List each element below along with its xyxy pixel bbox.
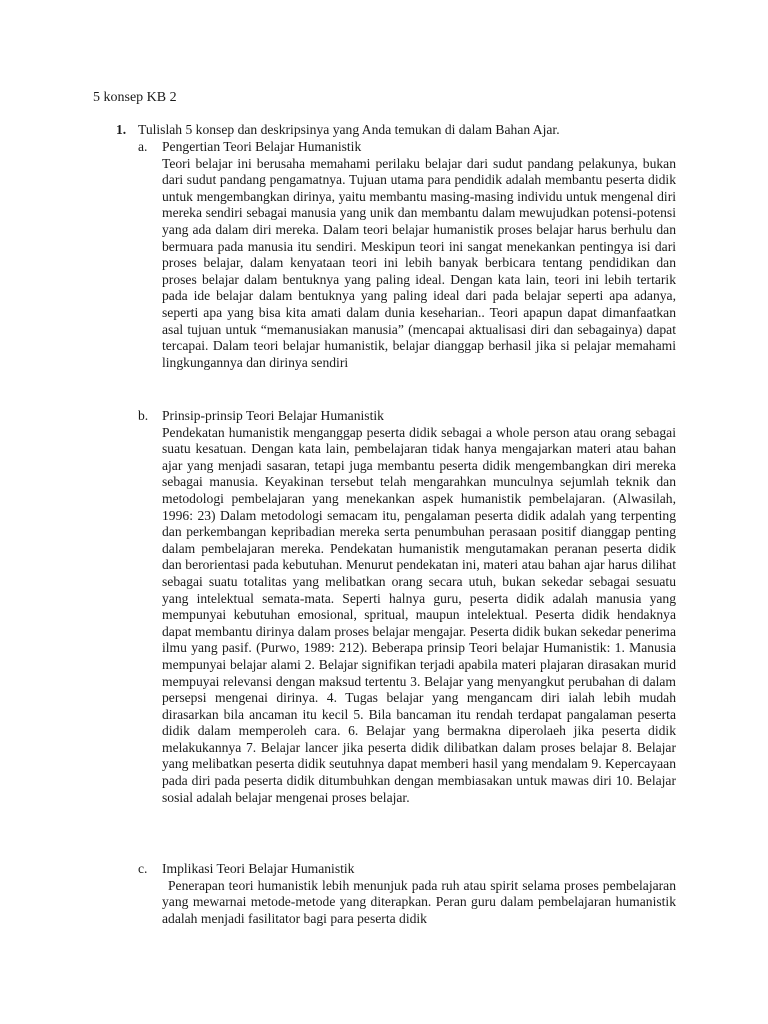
section-heading: Pengertian Teori Belajar Humanistik <box>162 139 362 154</box>
section-letter: b. <box>138 408 149 423</box>
section-body: Pendekatan humanistik menganggap peserta didik sebagai a whole person atau orang sebagai suatu kesatuan. Dengan kata lain, pembelajaran tidak hanya mengajarkan materi atau bahan ajar yang menjadi sasaran, tetapi juga membantu peserta didik mengembangkan diri mereka sebagai manusia. Keyakinan tersebut telah mengarahkan munculnya sejumlah teknik dan metodologi pembelajaran yang menekankan aspek humanistik pembelajaran. (Alwasilah, 1996: 23) Dalam metodologi semacam itu, pengalaman peserta didik adalah yang terpenting dan perkembangan kepribadian mereka serta penumbuhan perasaan positif dianggap penting dalam pembelajaran mereka. Pendekatan humanistik mengutamakan peranan peserta didik dan berorientasi pada kebutuhan. Menurut pendekatan ini, materi atau bahan ajar harus dilihat sebagai suatu totalitas yang melibatkan orang secara utuh, bukan sekedar sebagai sesuatu yang intelektual semata-mata. Seperti halnya guru, peserta didik adalah manusia yang mempunyai kebutuhan emosional, spritual, maupun intelektual. Peserta didik hendaknya dapat membantu dirinya dalam proses belajar mengajar. Peserta didik bukan sekedar penerima ilmu yang pasif. (Purwo, 1989: 212). Beberapa prinsip Teori belajar Humanistik: 1. Manusia mempunyai belajar alami 2. Belajar signifikan terjadi apabila materi plajaran dirasakan murid mempuyai relevansi dengan maksud tertentu 3. Belajar yang menyangkut perubahan di dalam persepsi mengenai dirinya. 4. Tugas belajar yang mengancam diri ialah lebih mudah dirasarkan bila ancaman itu kecil 5. Bila bancaman itu rendah terdapat pangalaman peserta didik dalam memperoleh cara. 6. Belajar yang bermakna diperolaeh jika peserta didik melakukannya 7. Belajar lancer jika peserta didik dilibatkan dalam proses belajar 8. Belajar yang melibatkan peserta didik seutuhnya dapat memberi hasil yang mendalam 9. Kepercayaan pada diri pada peserta didik ditumbuhkan dengan membiasakan untuk mawas diri 10. Belajar sosial adalah belajar mengenai proses belajar. <box>162 424 676 805</box>
item-number: 1. <box>116 122 127 137</box>
section-heading: Prinsip-prinsip Teori Belajar Humanistik <box>162 408 384 423</box>
section-body: Penerapan teori humanistik lebih menunjuk pada ruh atau spirit selama proses pembelajaran yang mewarnai metode-metode yang diterapkan. Peran guru dalam pembelajaran humanistik adalah menjadi fasilitator bagi para peserta didik <box>162 877 676 926</box>
item-instruction: Tulislah 5 konsep dan deskripsinya yang Anda temukan di dalam Bahan Ajar. <box>138 122 560 137</box>
document-title: 5 konsep KB 2 <box>93 90 177 105</box>
section-letter: a. <box>138 139 148 154</box>
section-letter: c. <box>138 861 148 876</box>
section-body: Teori belajar ini berusaha memahami perilaku belajar dari sudut pandang pelakunya, bukan dari sudut pandang pengamatnya. Tujuan utama para pendidik adalah membantu peserta didik untuk mengembangkan dirinya, yaitu membantu masing-masing individu untuk mengenal diri mereka sendiri sebagai manusia yang unik dan membantu dalam mewujudkan potensi-potensi yang ada dalam diri mereka. Dalam teori belajar humanistik proses belajar harus berhulu dan bermuara pada manusia itu sendiri. Meskipun teori ini sangat menekankan pentingya isi dari proses belajar, dalam kenyataan teori ini lebih banyak berbicara tentang pendidikan dan proses belajar dalam bentuknya yang paling ideal. Dengan kata lain, teori ini lebih tertarik pada ide belajar dalam bentuknya yang paling ideal dari pada belajar seperti apa adanya, seperti apa yang bisa kita amati dalam dunia keseharian.. Teori apapun dapat dimanfaatkan asal tujuan untuk “memanusiakan manusia” (mencapai aktualisasi diri dan sebagainya) dapat tercapai. Dalam teori belajar humanistik, belajar dianggap berhasil jika si pelajar memahami lingkungannya dan dirinya sendiri <box>162 155 676 370</box>
section-heading: Implikasi Teori Belajar Humanistik <box>162 861 355 876</box>
